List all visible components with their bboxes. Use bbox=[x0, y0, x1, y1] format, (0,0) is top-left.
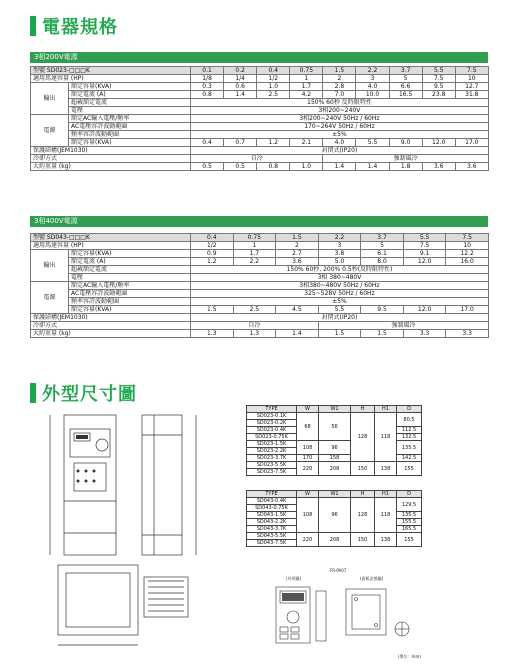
row-label: 額定容量(KVA) bbox=[69, 139, 191, 147]
value-cell: 1/2 bbox=[257, 75, 290, 83]
dimensions-title-text: 外型尺寸圖 bbox=[42, 384, 137, 405]
value-cell: 220 bbox=[297, 462, 319, 476]
value-cell: 12.0 bbox=[422, 139, 455, 147]
value-cell: 12.2 bbox=[446, 250, 489, 258]
value-cell: 2 bbox=[323, 75, 356, 83]
table-row bbox=[31, 322, 489, 330]
column-header: H bbox=[351, 406, 375, 413]
value-cell: 31.8 bbox=[455, 91, 488, 99]
table-row bbox=[31, 155, 489, 163]
value-cell: 1.3 bbox=[191, 330, 234, 338]
value-cell: 0.3 bbox=[191, 83, 224, 91]
type-cell: SD023-0.2K bbox=[247, 420, 297, 427]
value-cell: 108 bbox=[297, 498, 319, 533]
table-row bbox=[31, 314, 489, 322]
value-cell: 1.5 bbox=[318, 330, 361, 338]
table-row bbox=[31, 298, 489, 306]
type-cell: SD043-2.2K bbox=[247, 519, 297, 526]
row-label: 額定容量(KVA) bbox=[69, 250, 191, 258]
value-cell: 3.6 bbox=[455, 163, 488, 171]
value-cell: 1.2 bbox=[257, 139, 290, 147]
model-cell: 3.7 bbox=[389, 67, 422, 75]
panel-title: FR-PA07 bbox=[330, 568, 347, 573]
value-cell: 9.5 bbox=[361, 306, 404, 314]
column-header: W bbox=[297, 406, 319, 413]
type-cell: SD043-1.5K bbox=[247, 512, 297, 519]
value-cell: 自冷 bbox=[191, 155, 323, 163]
value-cell: 0.9 bbox=[191, 250, 234, 258]
value-cell: 3.6 bbox=[276, 258, 319, 266]
section-band-400v: 3相400V電源 bbox=[30, 216, 488, 227]
value-cell: 3.6 bbox=[422, 163, 455, 171]
column-header: H bbox=[351, 491, 375, 498]
type-cell: SD043-0.75K bbox=[247, 505, 297, 512]
row-label: 冷卻方式 bbox=[31, 322, 191, 330]
row-label: AC電壓容許波動範圍 bbox=[69, 123, 191, 131]
type-cell: SD023-1.5K bbox=[247, 441, 297, 448]
table-row bbox=[31, 67, 489, 75]
model-cell: 2.2 bbox=[356, 67, 389, 75]
model-cell: 2.2 bbox=[318, 234, 361, 242]
value-cell: 1.3 bbox=[233, 330, 276, 338]
table-row bbox=[31, 290, 489, 298]
value-cell: 1.5 bbox=[361, 330, 404, 338]
table-row bbox=[31, 131, 489, 139]
value-cell: 1.0 bbox=[257, 83, 290, 91]
table-row bbox=[31, 266, 489, 274]
value-cell: 3相 380~480V bbox=[191, 274, 489, 282]
table-row bbox=[31, 99, 489, 107]
value-cell: 155.5 bbox=[397, 519, 422, 526]
table-row bbox=[247, 413, 422, 420]
value-cell: 132.5 bbox=[397, 434, 422, 441]
table-header-row bbox=[247, 491, 422, 498]
row-label: 適用馬達容量 (HP) bbox=[31, 75, 191, 83]
unit-label: (單位：mm) bbox=[398, 654, 421, 659]
value-cell: 3.3 bbox=[403, 330, 446, 338]
value-cell: 2.1 bbox=[290, 139, 323, 147]
row-label: 適用馬達容量 (HP) bbox=[31, 242, 191, 250]
table-row bbox=[31, 147, 489, 155]
value-cell: 5 bbox=[389, 75, 422, 83]
page-title bbox=[30, 13, 118, 39]
value-cell: ±5% bbox=[191, 131, 489, 139]
column-header: W bbox=[297, 491, 319, 498]
spec-table-400v bbox=[30, 233, 489, 338]
model-cell: 0.75 bbox=[233, 234, 276, 242]
row-label: 額定電流 (A) bbox=[69, 91, 191, 99]
table-row bbox=[31, 75, 489, 83]
value-cell: 1.7 bbox=[233, 250, 276, 258]
model-cell: 0.1 bbox=[191, 67, 224, 75]
value-cell: 4.0 bbox=[323, 139, 356, 147]
table-row bbox=[31, 115, 489, 123]
table-row bbox=[247, 533, 422, 540]
value-cell: 6.6 bbox=[389, 83, 422, 91]
row-label: 超載額定電流 bbox=[69, 99, 191, 107]
group-label: 電源 bbox=[31, 115, 69, 147]
value-cell: 129.5 bbox=[397, 498, 422, 512]
model-cell: 0.75 bbox=[290, 67, 323, 75]
model-label-cell: 型號 SD043-□□□K bbox=[31, 234, 191, 242]
value-cell: 155 bbox=[397, 533, 422, 547]
section-band-200v: 3相200V電源 bbox=[30, 52, 488, 63]
table-row bbox=[247, 462, 422, 469]
type-cell: SD023-0.75K bbox=[247, 434, 297, 441]
value-cell: 220 bbox=[297, 533, 319, 547]
table-row bbox=[31, 234, 489, 242]
table-header-row bbox=[247, 406, 422, 413]
value-cell: 10.0 bbox=[356, 91, 389, 99]
value-cell: 1 bbox=[290, 75, 323, 83]
value-cell: 23.8 bbox=[422, 91, 455, 99]
value-cell: 150 bbox=[351, 533, 375, 547]
value-cell: 3相380~480V 50Hz / 60Hz bbox=[191, 282, 489, 290]
value-cell: 170 bbox=[297, 455, 319, 462]
value-cell: 1.4 bbox=[323, 163, 356, 171]
row-label: 額定容量(KVA) bbox=[69, 306, 191, 314]
row-label: 額定電流 (A) bbox=[69, 258, 191, 266]
row-label: 頻率容許波動範圍 bbox=[69, 131, 191, 139]
value-cell: 108 bbox=[297, 441, 319, 455]
row-label: 保護結構(JEM1030) bbox=[31, 314, 191, 322]
row-label: 冷卻方式 bbox=[31, 155, 191, 163]
column-header: H1 bbox=[375, 406, 397, 413]
dimension-table-400v bbox=[246, 490, 422, 547]
value-cell: 7.0 bbox=[323, 91, 356, 99]
value-cell: 142.5 bbox=[397, 455, 422, 462]
row-label: 額定容量(KVA) bbox=[69, 83, 191, 91]
column-header: TYPE bbox=[247, 406, 297, 413]
value-cell: 封閉式(IP20) bbox=[191, 147, 489, 155]
value-cell: 1/2 bbox=[191, 242, 234, 250]
model-label-cell: 型號 SD023-□□□K bbox=[31, 67, 191, 75]
model-cell: 3.7 bbox=[361, 234, 404, 242]
title-accent-bar bbox=[30, 16, 36, 36]
value-cell: 17.0 bbox=[455, 139, 488, 147]
model-cell: 0.4 bbox=[257, 67, 290, 75]
value-cell: 1.4 bbox=[356, 163, 389, 171]
value-cell: 5.5 bbox=[318, 306, 361, 314]
type-cell: SD043-7.5K bbox=[247, 540, 297, 547]
value-cell: 1/8 bbox=[191, 75, 224, 83]
row-label: 頻率容許波動範圍 bbox=[69, 298, 191, 306]
value-cell: 2 bbox=[276, 242, 319, 250]
value-cell: 10 bbox=[455, 75, 488, 83]
value-cell: 1.8 bbox=[389, 163, 422, 171]
value-cell: 16.0 bbox=[446, 258, 489, 266]
value-cell: 208 bbox=[319, 462, 351, 476]
value-cell: 112.5 bbox=[397, 427, 422, 434]
value-cell: 2.5 bbox=[257, 91, 290, 99]
value-cell: 80.5 bbox=[397, 413, 422, 427]
row-label: 超載額定電流 bbox=[69, 266, 191, 274]
type-cell: SD023-3.7K bbox=[247, 455, 297, 462]
value-cell: 158 bbox=[319, 455, 351, 462]
table-row bbox=[31, 91, 489, 99]
value-cell: 2.2 bbox=[233, 258, 276, 266]
table-row bbox=[31, 139, 489, 147]
value-cell: 3 bbox=[356, 75, 389, 83]
type-cell: SD023-2.2K bbox=[247, 448, 297, 455]
value-cell: 135.5 bbox=[397, 441, 422, 455]
title-accent-bar bbox=[30, 383, 36, 403]
inverter-outline-drawing bbox=[36, 405, 236, 655]
column-header: H1 bbox=[375, 491, 397, 498]
value-cell: 5.5 bbox=[356, 139, 389, 147]
value-cell: 0.8 bbox=[257, 163, 290, 171]
value-cell: 9.5 bbox=[422, 83, 455, 91]
model-cell: 7.5 bbox=[455, 67, 488, 75]
value-cell: 4.5 bbox=[276, 306, 319, 314]
value-cell: 1.0 bbox=[290, 163, 323, 171]
value-cell: 4.2 bbox=[290, 91, 323, 99]
type-cell: SD023-7.5K bbox=[247, 469, 297, 476]
value-cell: 16.5 bbox=[389, 91, 422, 99]
model-cell: 1.5 bbox=[276, 234, 319, 242]
type-cell: SD043-0.4K bbox=[247, 498, 297, 505]
model-cell: 1.5 bbox=[323, 67, 356, 75]
model-cell: 7.5 bbox=[446, 234, 489, 242]
table-row bbox=[31, 330, 489, 338]
value-cell: 128 bbox=[351, 498, 375, 533]
value-cell: 強制風冷 bbox=[323, 155, 488, 163]
value-cell: 208 bbox=[319, 533, 351, 547]
value-cell: 0.5 bbox=[191, 163, 224, 171]
value-cell: 12.0 bbox=[403, 306, 446, 314]
column-header: W1 bbox=[319, 491, 351, 498]
table-row bbox=[31, 306, 489, 314]
value-cell: 自冷 bbox=[191, 322, 319, 330]
row-label: 電壓 bbox=[69, 107, 191, 115]
panel-outline-label: (外形圖) bbox=[286, 576, 302, 581]
value-cell: 3相200~240V bbox=[191, 107, 489, 115]
type-cell: SD043-3.7K bbox=[247, 526, 297, 533]
table-row bbox=[247, 498, 422, 505]
value-cell: 2.8 bbox=[323, 83, 356, 91]
value-cell: 68 bbox=[297, 413, 319, 441]
model-cell: 0.2 bbox=[224, 67, 257, 75]
value-cell: 0.5 bbox=[224, 163, 257, 171]
column-header: W1 bbox=[319, 406, 351, 413]
value-cell: 2.5 bbox=[233, 306, 276, 314]
value-cell: 3相200~240V 50Hz / 60Hz bbox=[191, 115, 489, 123]
value-cell: 12.7 bbox=[455, 83, 488, 91]
table-row bbox=[31, 107, 489, 115]
row-label: 大約重量 (kg) bbox=[31, 163, 191, 171]
value-cell: 150% 60秒, 200% 0.5秒(反時限特性) bbox=[191, 266, 489, 274]
row-label: AC電壓容許波動範圍 bbox=[69, 290, 191, 298]
type-cell: SD023-5.5K bbox=[247, 462, 297, 469]
value-cell: 96 bbox=[319, 498, 351, 533]
type-cell: SD023-0.1K bbox=[247, 413, 297, 420]
value-cell: 5 bbox=[361, 242, 404, 250]
value-cell: 封閉式(IP20) bbox=[191, 314, 489, 322]
row-label: 額定AC輸入電壓/頻率 bbox=[69, 115, 191, 123]
value-cell: ±5% bbox=[191, 298, 489, 306]
value-cell: 1/4 bbox=[224, 75, 257, 83]
value-cell: 128 bbox=[351, 413, 375, 462]
value-cell: 12.0 bbox=[403, 258, 446, 266]
dimensions-title bbox=[30, 380, 137, 406]
value-cell: 56 bbox=[319, 413, 351, 441]
value-cell: 2.7 bbox=[276, 250, 319, 258]
value-cell: 170~264V 50Hz / 60Hz bbox=[191, 123, 489, 131]
value-cell: 0.8 bbox=[191, 91, 224, 99]
value-cell: 1.4 bbox=[224, 91, 257, 99]
table-row bbox=[31, 83, 489, 91]
dimension-table-200v bbox=[246, 405, 422, 476]
column-header: TYPE bbox=[247, 491, 297, 498]
panel-mount-label: (面板安裝圖) bbox=[360, 576, 384, 581]
value-cell: 9.0 bbox=[389, 139, 422, 147]
value-cell: 118 bbox=[375, 413, 397, 462]
table-row bbox=[31, 250, 489, 258]
value-cell: 3 bbox=[318, 242, 361, 250]
value-cell: 155 bbox=[397, 462, 422, 476]
value-cell: 3.8 bbox=[318, 250, 361, 258]
value-cell: 5.0 bbox=[318, 258, 361, 266]
row-label: 額定AC輸入電壓/頻率 bbox=[69, 282, 191, 290]
value-cell: 7.5 bbox=[422, 75, 455, 83]
value-cell: 138 bbox=[375, 533, 397, 547]
value-cell: 7.5 bbox=[403, 242, 446, 250]
row-label: 大約重量 (kg) bbox=[31, 330, 191, 338]
type-cell: SD043-5.5K bbox=[247, 533, 297, 540]
value-cell: 1.7 bbox=[290, 83, 323, 91]
value-cell: 118 bbox=[375, 498, 397, 533]
value-cell: 17.0 bbox=[446, 306, 489, 314]
value-cell: 0.7 bbox=[224, 139, 257, 147]
row-label: 電壓 bbox=[69, 274, 191, 282]
value-cell: 8.0 bbox=[361, 258, 404, 266]
column-header: D bbox=[397, 406, 422, 413]
value-cell: 150% 60秒 反時限特性 bbox=[191, 99, 489, 107]
value-cell: 3.3 bbox=[446, 330, 489, 338]
table-row bbox=[31, 242, 489, 250]
operation-panel-drawing bbox=[270, 583, 445, 651]
value-cell: 9.1 bbox=[403, 250, 446, 258]
value-cell: 0.6 bbox=[224, 83, 257, 91]
table-row bbox=[31, 163, 489, 171]
spec-table-200v bbox=[30, 66, 489, 171]
group-label: 輸出 bbox=[31, 83, 69, 115]
value-cell: 1.2 bbox=[191, 258, 234, 266]
model-cell: 5.5 bbox=[403, 234, 446, 242]
model-cell: 0.4 bbox=[191, 234, 234, 242]
group-label: 電源 bbox=[31, 282, 69, 314]
value-cell: 135.5 bbox=[397, 512, 422, 519]
column-header: D bbox=[397, 491, 422, 498]
value-cell: 6.1 bbox=[361, 250, 404, 258]
group-label: 輸出 bbox=[31, 250, 69, 282]
value-cell: 165.5 bbox=[397, 526, 422, 533]
value-cell: 4.0 bbox=[356, 83, 389, 91]
table-row bbox=[31, 282, 489, 290]
type-cell: SD023-0.4K bbox=[247, 427, 297, 434]
value-cell: 1.4 bbox=[276, 330, 319, 338]
page-title-text: 電器規格 bbox=[42, 17, 118, 38]
value-cell: 325~528V 50Hz / 60Hz bbox=[191, 290, 489, 298]
value-cell: 138 bbox=[375, 462, 397, 476]
value-cell: 150 bbox=[351, 462, 375, 476]
value-cell: 1.5 bbox=[191, 306, 234, 314]
table-row bbox=[31, 258, 489, 266]
value-cell: 10 bbox=[446, 242, 489, 250]
value-cell: 1 bbox=[233, 242, 276, 250]
model-cell: 5.5 bbox=[422, 67, 455, 75]
value-cell: 強制風冷 bbox=[318, 322, 488, 330]
table-row bbox=[31, 274, 489, 282]
table-row bbox=[31, 123, 489, 131]
value-cell: 0.4 bbox=[191, 139, 224, 147]
value-cell: 96 bbox=[319, 441, 351, 455]
row-label: 保護結構(JEM1030) bbox=[31, 147, 191, 155]
